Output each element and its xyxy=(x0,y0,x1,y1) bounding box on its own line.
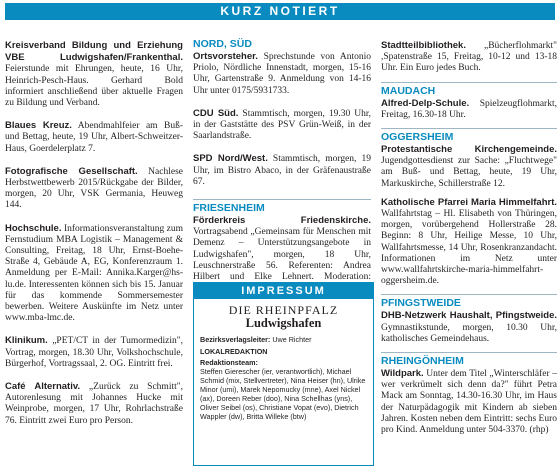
notice-item xyxy=(5,335,183,370)
notice-keyword: Hochschule. xyxy=(5,222,62,234)
notice-text: Spielzeugflohmarkt, Freitag, 16.30-18 Uhr. xyxy=(381,98,557,120)
notice-text: „PET/CT in der Tumormedizin", Vortrag, morgen, 18.30 Uhr, Volkshochschule, Bürgerhof, Vortragssaal, 2. OG. Eintritt frei. xyxy=(5,336,183,369)
newspaper-title: DIE RHEINPFALZ xyxy=(228,303,339,317)
notice-text: Sprechstunde von Antonio Priolo, Nördliche Innenstadt, morgen, 15-16 Uhr, Gartenstraße 9. Anmeldung von 14-16 Uhr unter 0175/5931733. xyxy=(193,52,371,96)
impressum-box xyxy=(193,282,374,466)
district-heading-friesenheim: FRIESENHEIM xyxy=(193,199,371,214)
notice-keyword: Ortsvorsteher. xyxy=(193,51,258,62)
impressum-heading: IMPRESSUM xyxy=(194,283,373,299)
district-heading-nord-sued: NORD, SÜD xyxy=(193,38,252,50)
notice-text: Jugendgottesdienst zur Sache: „Fluchtwege" am Buß- und Bettag, heute, 19 Uhr, Markuskirche, Schillerstraße 12. xyxy=(381,156,557,189)
district-heading: RHEINGÖNHEIM xyxy=(381,352,557,367)
district-heading: PFINGSTWEIDE xyxy=(381,294,557,309)
notice-item xyxy=(381,197,557,288)
notice-text: Informationsveranstaltung zum Fernstudium MBA Logistik – Management & Consulting, Freitag, 18 Uhr, Ernst-Boehe-Straße 4, Gebäude A, EG, Konferenzraum 1. Anmeldung per E-Mail: Annika.Karger@hs-lu.de. Interessenten können sich bis 15. Januar für das kommende Sommersemester bewerben. Weitere Auskünfte im Netz unter www.mba-lmc.de. xyxy=(5,223,183,324)
notice-text: „Bücherflohmarkt" ,Spatenstraße 15, Freitag, 10-12 und 13-18 Uhr. Ein Euro jedes Buch. xyxy=(381,41,557,74)
notice-item xyxy=(5,40,183,109)
notice-item xyxy=(193,51,371,97)
district-heading: OGGERSHEIM xyxy=(381,128,557,143)
notice-text: Unter dem Titel „Winterschläfer – wer verkrümelt sich denn da?" führt Petra Mack am Sonntag, 14.30-16.30 Uhr, im Haus der Naturpädagogik mit Kindern ab sieben Jahren. Kosten neben dem Eintritt: sechs Euro pro Kind. Anmeldung unter 504-3370. (rhp) xyxy=(381,369,557,436)
column-1 xyxy=(5,40,183,438)
notice-keyword: Blaues Kreuz. xyxy=(5,120,72,132)
publisher-line xyxy=(200,335,367,344)
district-heading: MAUDACH xyxy=(381,82,557,97)
section-banner: KURZ NOTIERT xyxy=(5,3,555,20)
notice-keyword: Fotografische Gesellschaft. xyxy=(5,165,138,177)
notice-keyword: Katholische Pfarrei Maria Himmelfahrt. xyxy=(381,196,557,208)
notice-text: Wallfahrtstag – Hl. Elisabeth von Thüringen, morgen, vorübergehend Hollerstraße 28. Beginn: 8 Uhr, Heilige Messe, 10 Uhr, Wallfahrtsmesse, 14 Uhr, Rosenkranzandacht. Informationen im Netz unter www.wallfahrtskirche-maria-himmelfahrt-oggersheim.de. xyxy=(381,209,557,287)
notice-item xyxy=(5,381,183,427)
notice-keyword: Stadtteilbibliothek. xyxy=(381,40,466,51)
notice-keyword: Klinikum. xyxy=(5,335,48,347)
notice-item xyxy=(381,310,557,345)
local-desk-heading: LOKALREDAKTION xyxy=(200,347,268,356)
notice-item xyxy=(381,98,557,121)
notice-item xyxy=(193,108,371,143)
notice-item xyxy=(193,153,371,188)
notice-text: Stammtisch, morgen, 19 Uhr, im Bistro Abaco, in der Gräfenaustraße 67. xyxy=(193,154,372,187)
newspaper-edition: Ludwigshafen xyxy=(245,316,322,330)
notice-item xyxy=(5,166,183,212)
notice-text: Nachlese Herbstwettbewerb 2015/Rückgabe der Bilder, morgen, 20 Uhr, VSK Germania, Heuweg 144. xyxy=(5,166,183,211)
impressum-body xyxy=(194,299,373,424)
notice-keyword: Café Alternativ. xyxy=(5,381,81,393)
notice-keyword: CDU Süd. xyxy=(193,107,239,119)
notice-keyword: DHB-Netzwerk Haushalt, Pfingstweide. xyxy=(381,310,557,322)
notice-item xyxy=(5,223,183,325)
notice-keyword: Alfred-Delp-Schule. xyxy=(381,97,470,109)
notice-text: Stammtisch, morgen, 19.30 Uhr, in der Gaststätte des PSV Grün-Weiß, in der Saarlandstraße. xyxy=(193,108,371,142)
notice-item xyxy=(381,40,557,75)
notice-text: Gymnastikstunde, morgen, 10.30 Uhr, katholisches Gemeindehaus. xyxy=(381,322,557,344)
column-3 xyxy=(381,40,557,443)
notice-item xyxy=(381,368,557,436)
notice-text: „Zurück zu Schmitt", Autorenlesung mit Johannes Hucke mit Weinprobe, morgen, 17 Uhr, Rohrlachstraße 76. Eintritt zwei Euro pro Person. xyxy=(5,382,183,426)
notice-item xyxy=(381,144,557,190)
notice-keyword: Förderkreis Friedenskirche. xyxy=(193,215,371,227)
notice-text: Abendmahlfeier am Buß- und Bettag, heute, 19 Uhr, Albert-Schweitzer-Haus, Goerdelerplatz 7. xyxy=(5,121,183,154)
notice-keyword: SPD Nord/West. xyxy=(193,153,268,165)
team-label: Redaktionsteam: xyxy=(200,358,258,367)
notice-keyword: Wildpark. xyxy=(381,368,424,380)
team-list: Steffen Gierescher (ier, verantwortlich), Michael Schmid (mix, Stellvertreter), Nina Heiser (hn), Ulrike Minor (umi), Marek Nepomucky (mne), Axel Nickel (ax), Doreen Reber (doo), Nina Schellhas (yns), Oliver Seibel (os), Christiane Vopat (evo), Dietrich Wappler (dw), Britta Willeke (btw) xyxy=(200,367,366,421)
notice-text: Vortragsabend „Gemeinsam für Menschen mit Demenz – Unterstützungsangebote in Ludwigshafen", morgen, 18 Uhr, Leuschnerstraße 56. Referenten: Andrea Hilbert und Elke Lehnert. Moderation: xyxy=(193,227,371,283)
publisher-label: Bezirksverlagsleiter: xyxy=(200,335,271,344)
notice-item xyxy=(5,120,183,155)
notice-text: Feierstunde mit Ehrungen, heute, 16 Uhr, Heinrich-Pesch-Haus. Gerhard Bold informiert anschließend über aktuelle Fragen zu Bildung und Verband. xyxy=(5,64,183,109)
notice-keyword: Kreisverband Bildung und Erziehung VBE Ludwigshafen/Frankenthal. xyxy=(5,40,183,64)
notice-keyword: Protestantische Kirchengemeinde. xyxy=(381,144,557,156)
column-2 xyxy=(193,36,371,305)
publisher-name: Uwe Richter xyxy=(270,335,312,344)
